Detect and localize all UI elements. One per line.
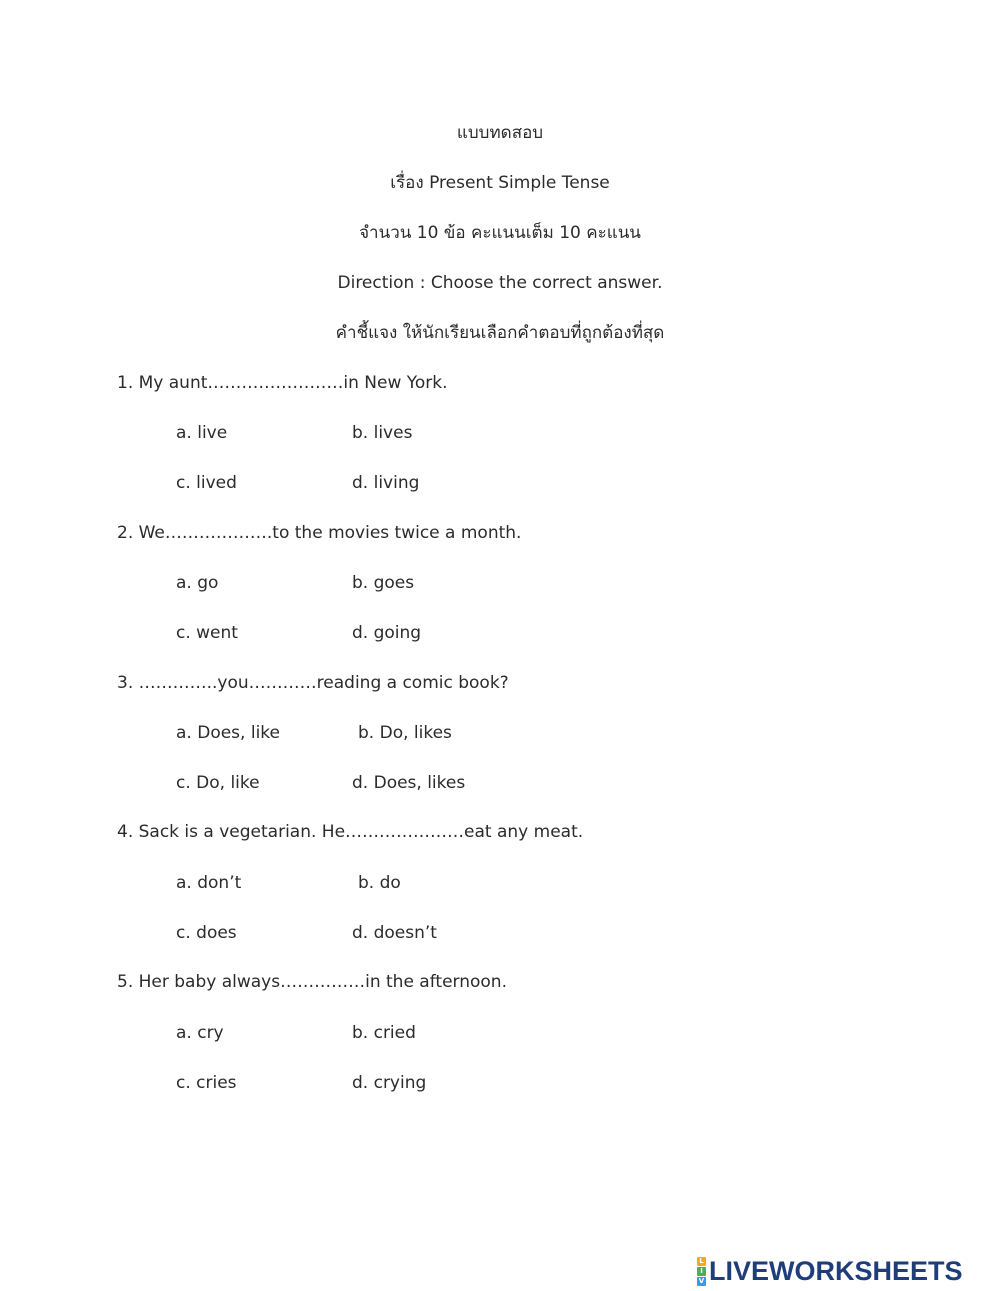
answer-option-a[interactable]: a. live [176, 423, 228, 443]
direction-thai: คำชี้แจง ให้นักเรียนเลือกคำตอบที่ถูกต้องที่สุด [335, 323, 665, 343]
question-text: 2. We……………….to the movies twice a month. [117, 523, 522, 543]
answer-option-a[interactable]: a. cry [176, 1023, 224, 1043]
answer-option-b[interactable]: b. cried [352, 1023, 416, 1043]
answer-option-d[interactable]: d. living [352, 473, 420, 493]
answer-option-d[interactable]: d. crying [352, 1073, 427, 1093]
answer-option-d[interactable]: d. going [352, 623, 422, 643]
answer-option-b[interactable]: b. goes [352, 573, 415, 593]
answer-option-d[interactable]: d. Does, likes [352, 773, 466, 793]
score-info: จำนวน 10 ข้อ คะแนนเต็ม 10 คะแนน [359, 223, 641, 243]
logo-mark-icon [697, 1257, 706, 1286]
answer-option-a[interactable]: a. don’t [176, 873, 242, 893]
answer-option-c[interactable]: c. cries [176, 1073, 237, 1093]
answer-option-c[interactable]: c. Do, like [176, 773, 260, 793]
question-text: 1. My aunt……………………in New York. [117, 373, 448, 393]
answer-option-b[interactable]: b. lives [352, 423, 413, 443]
answer-option-d[interactable]: d. doesn’t [352, 923, 437, 943]
logo-text: LIVEWORKSHEETS [709, 1255, 963, 1286]
answer-option-a[interactable]: a. Does, like [176, 723, 280, 743]
logo-square-i: I [697, 1267, 706, 1276]
direction-english: Direction : Choose the correct answer. [337, 273, 663, 293]
question-text: 3. …………..you…………reading a comic book? [117, 673, 509, 693]
worksheet-topic: เรื่อง Present Simple Tense [390, 173, 610, 193]
answer-option-b[interactable]: b. do [358, 873, 401, 893]
answer-option-c[interactable]: c. lived [176, 473, 237, 493]
question-text: 5. Her baby always……………in the afternoon. [117, 972, 507, 992]
liveworksheets-logo[interactable] [697, 1255, 963, 1287]
answer-option-c[interactable]: c. does [176, 923, 237, 943]
logo-square-v: V [698, 1276, 705, 1285]
logo-square-l: L [697, 1257, 706, 1266]
answer-option-a[interactable]: a. go [176, 573, 219, 593]
question-text: 4. Sack is a vegetarian. He…………………eat any meat. [117, 822, 584, 842]
worksheet-title: แบบทดสอบ [456, 123, 544, 143]
answer-option-c[interactable]: c. went [176, 623, 238, 643]
answer-option-b[interactable]: b. Do, likes [358, 723, 452, 743]
